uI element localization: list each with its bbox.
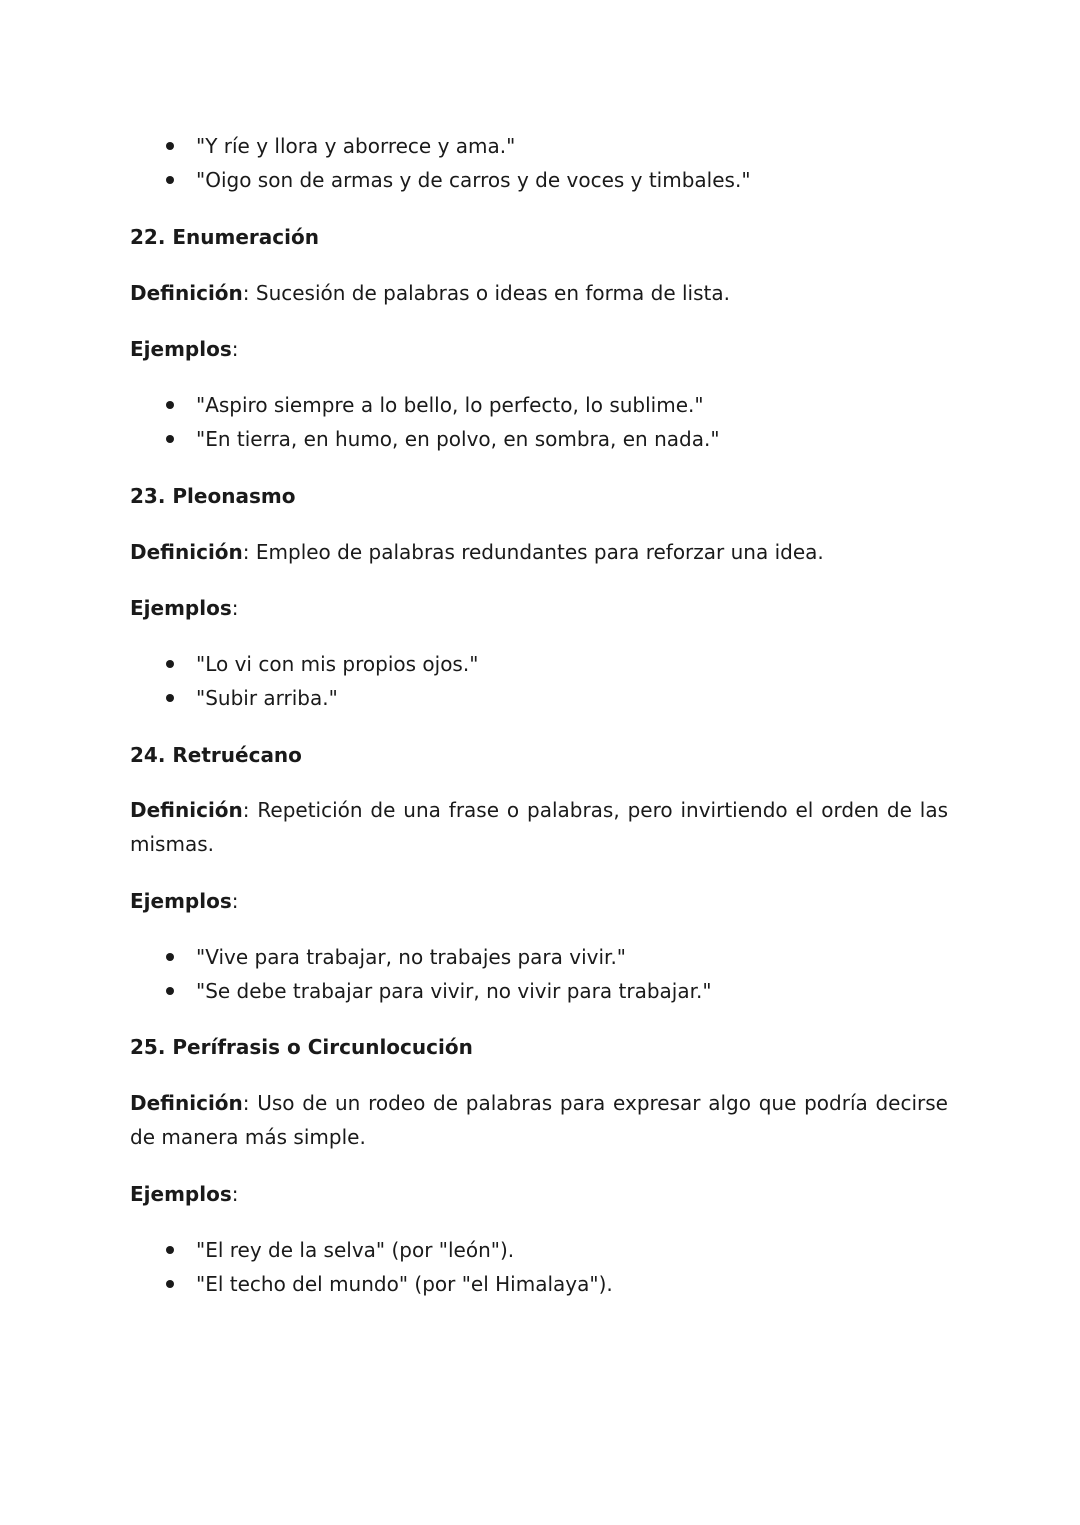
definition [130, 535, 948, 569]
bullet-icon [166, 660, 174, 668]
examples-label: Ejemplos [130, 596, 232, 620]
section-title: 25. Perífrasis o Circunlocución [130, 1035, 473, 1059]
section-title: 22. Enumeración [130, 225, 319, 249]
definition-text: : Repetición de una frase o palabras, pero invirtiendo el orden de las mismas. [130, 798, 948, 856]
list-item: "Vive para trabajar, no trabajes para vivir." [166, 940, 986, 974]
section-title: 23. Pleonasmo [130, 484, 296, 508]
examples-list [166, 388, 986, 456]
list-item: "Aspiro siempre a lo bello, lo perfecto, lo sublime." [166, 388, 986, 422]
definition [130, 1086, 948, 1154]
examples-heading: Ejemplos: [130, 889, 239, 913]
bullet-icon [166, 142, 174, 150]
definition-text: : Uso de un rodeo de palabras para expresar algo que podría decirse de manera más simple. [130, 1091, 948, 1149]
examples-list [166, 647, 986, 715]
list-item: "Lo vi con mis propios ojos." [166, 647, 986, 681]
definition [130, 793, 948, 861]
definition-text: : Sucesión de palabras o ideas en forma de lista. [242, 281, 730, 305]
definition-text: : Empleo de palabras redundantes para reforzar una idea. [242, 540, 824, 564]
list-item: "El rey de la selva" (por "león"). [166, 1233, 986, 1267]
list-item: "Oigo son de armas y de carros y de voces y timbales." [166, 163, 986, 197]
bullet-icon [166, 953, 174, 961]
bullet-icon [166, 987, 174, 995]
bullet-icon [166, 1246, 174, 1254]
list-item: "Y ríe y llora y aborrece y ama." [166, 129, 986, 163]
section-title: 24. Retruécano [130, 743, 302, 767]
definition-label: Definición [130, 1091, 243, 1115]
list-item: "En tierra, en humo, en polvo, en sombra, en nada." [166, 422, 986, 456]
examples-heading: Ejemplos: [130, 596, 239, 620]
examples-heading: Ejemplos: [130, 1182, 239, 1206]
examples-label: Ejemplos [130, 1182, 232, 1206]
examples-list [166, 940, 986, 1008]
definition-label: Definición [130, 281, 243, 305]
bullet-icon [166, 435, 174, 443]
bullet-icon [166, 1280, 174, 1288]
examples-list [166, 1233, 986, 1301]
definition [130, 276, 948, 310]
examples-label: Ejemplos [130, 337, 232, 361]
definition-label: Definición [130, 540, 243, 564]
list-item: "Se debe trabajar para vivir, no vivir para trabajar." [166, 974, 986, 1008]
bullet-icon [166, 694, 174, 702]
list-item: "El techo del mundo" (por "el Himalaya"). [166, 1267, 986, 1301]
bullet-icon [166, 176, 174, 184]
top-examples-list [166, 129, 986, 197]
examples-heading: Ejemplos: [130, 337, 239, 361]
definition-label: Definición [130, 798, 243, 822]
bullet-icon [166, 401, 174, 409]
list-item: "Subir arriba." [166, 681, 986, 715]
examples-label: Ejemplos [130, 889, 232, 913]
